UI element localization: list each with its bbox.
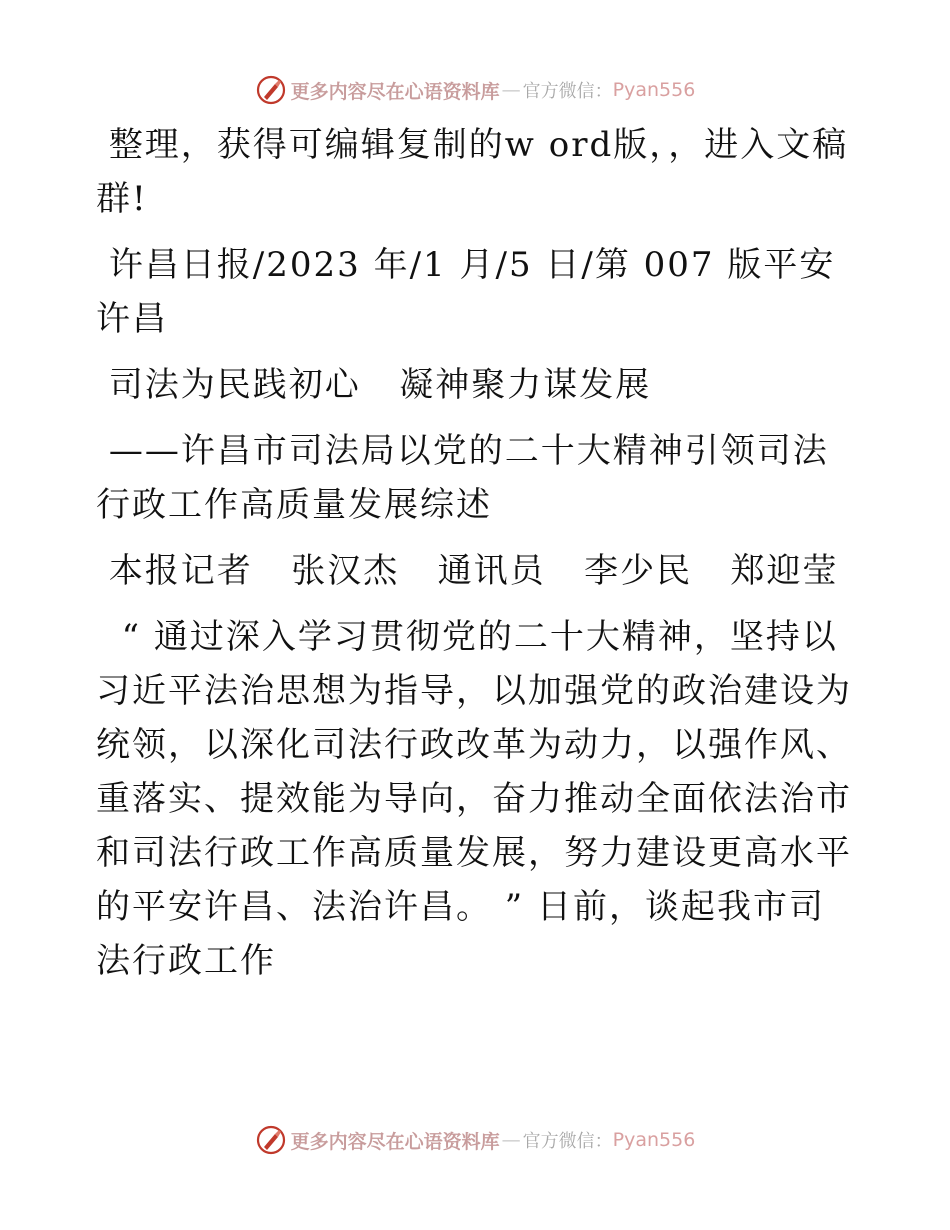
watermark-site-text: 更多内容尽在心语资料库	[290, 80, 500, 103]
pen-logo-icon	[255, 1124, 287, 1156]
headline: 司法为民践初心 凝神聚力谋发展	[96, 365, 652, 405]
watermark-site-text: 更多内容尽在心语资料库	[290, 1130, 500, 1153]
watermark-header	[0, 70, 950, 110]
subheadline: ——许昌市司法局以党的二十大精神引领司法行政工作高质量发展综述	[96, 431, 829, 525]
watermark-contact-id: Pyan556	[612, 1129, 696, 1151]
watermark-separator: —	[501, 79, 521, 101]
watermark-contact-label: 官方微信：	[522, 1131, 613, 1152]
watermark-separator: —	[501, 1129, 521, 1151]
watermark-contact-id: Pyan556	[612, 79, 696, 101]
watermark-contact-label: 官方微信：	[522, 81, 613, 102]
document-body	[96, 118, 856, 988]
body-paragraph: “ 通过深入学习贯彻党的二十大精神，坚持以习近平法治思想为指导，以加强党的政治建设为统领，以深化司法行政改革为动力，以强作风、重落实、提效能为导向，奋力推动全面依法治市和司法行政工作高质量发展，努力建设更高水平的平安许昌、法治许昌。 ” 日前，谈起我市司法行政工作	[96, 617, 852, 981]
byline: 本报记者 张汉杰 通讯员 李少民 郑迎莹	[96, 551, 839, 591]
source-line: 许昌日报/2023 年/1 月/5 日/第 007 版平安许昌	[96, 245, 836, 339]
notice-line: 整理，获得可编辑复制的w ord版，，进入文稿群!	[96, 125, 849, 219]
watermark-footer	[0, 1120, 950, 1160]
pen-logo-icon	[255, 74, 287, 106]
